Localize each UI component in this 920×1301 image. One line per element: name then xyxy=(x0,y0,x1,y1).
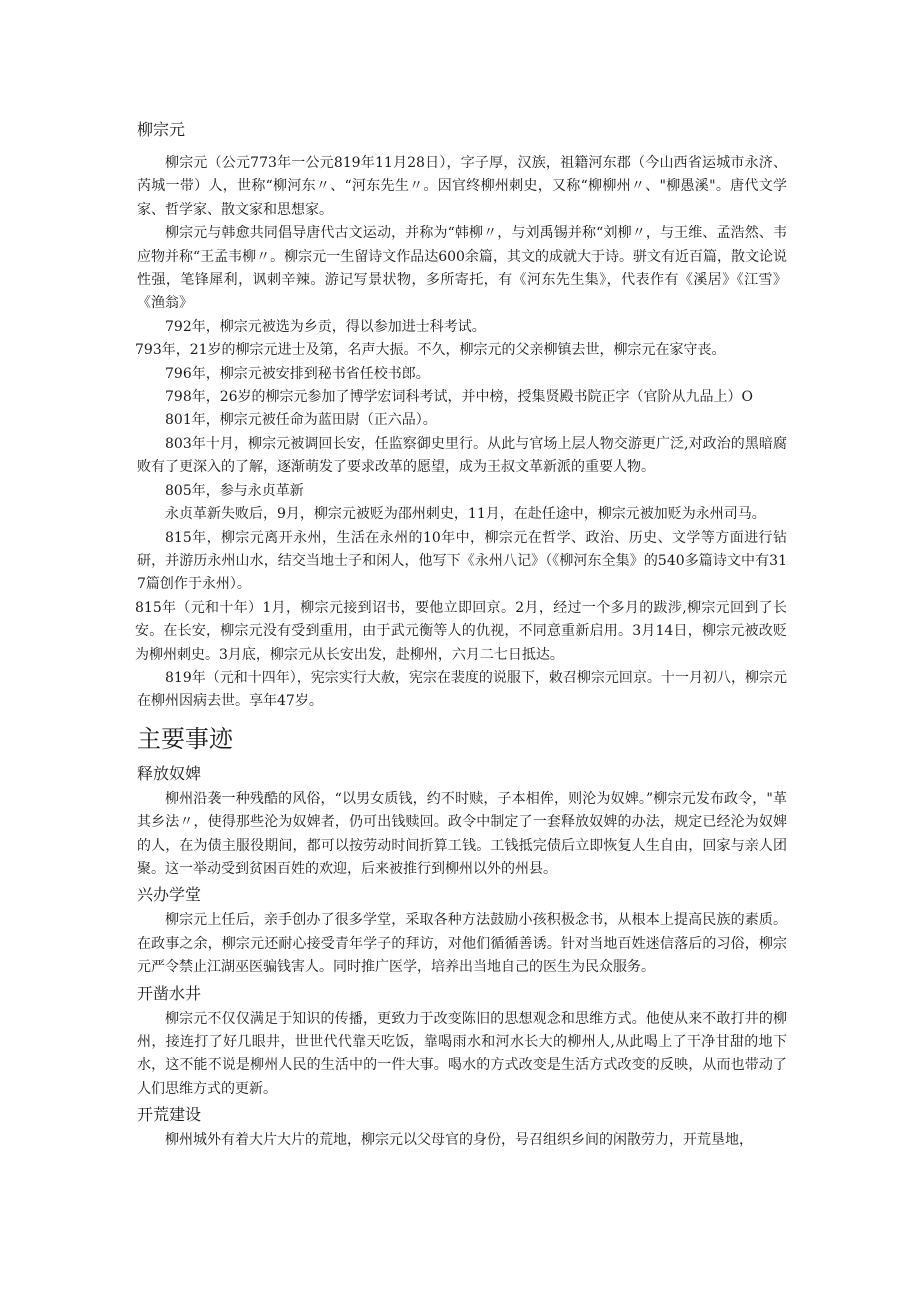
section-text-release-slaves: 柳州沿袭一种残酷的风俗，“以男女质钱，约不时赎，子本相侔，则沦为奴婢。”柳宗元发布政令，"革其乡法〃，使得那些沦为奴婢者，仍可出钱赎回。政令中制定了一套释放奴婢的办法，规定已经沦为奴婢的人，在为债主服役期间，都可以按劳动时间折算工钱。工钱抵完债后立即恢复人生自由，回家与亲人团聚。这一举动受到贫困百姓的欢迎，后来被推行到柳州以外的州县。 xyxy=(137,790,787,877)
section-heading-wells: 开凿水井 xyxy=(137,983,202,1003)
section-text-schools: 柳宗元上任后，亲手创办了很多学堂，采取各种方法鼓励小孩积极念书，从根本上提高民族的素质。在政事之余，柳宗元还耐心接受青年学子的拜访，对他们循循善诱。针对当地百姓迷信落后的习俗，柳宗元严令禁止江湖巫医骗钱害人。同时推广医学，培养出当地自己的医生为民众服务。 xyxy=(137,912,787,976)
timeline-819: 819年（元和十四年），宪宗实行大赦，宪宗在裴度的说服下，敕召柳宗元回京。十一月初八，柳宗元在柳州因病去世。享年47岁。 xyxy=(137,669,787,710)
timeline-796: 796年，柳宗元被安排到秘书省任校书郎。 xyxy=(165,365,430,382)
section-heading-release-slaves: 释放奴婢 xyxy=(137,763,202,783)
document-page xyxy=(137,118,787,1153)
document-title: 柳宗元 xyxy=(137,120,186,139)
timeline-815: 815年，柳宗元离开永州，生活在永州的10年中，柳宗元在哲学、政治、历史、文学等方面进行钻研，并游历永州山水，结交当地士子和闲人，他写下《永州八记》（《柳河东全集》的540多篇诗文中有317篇创作于永州）。 xyxy=(137,529,787,593)
timeline-805-aftermath: 永贞革新失败后，9月，柳宗元被贬为邵州刺史，11月，在赴任途中，柳宗元被加贬为永州司马。 xyxy=(165,506,766,523)
section-text-land-reclamation: 柳州城外有着大片大片的荒地，柳宗元以父母官的身份，号召组织乡间的闲散劳力，开荒垦地， xyxy=(165,1132,753,1149)
timeline-805: 805年，参与永贞革新 xyxy=(165,482,304,499)
timeline-815-recall: 815年（元和十年）1月，柳宗元接到诏书，要他立即回京。2月，经过一个多月的跋涉,柳宗元回到了长安。在长安，柳宗元没有受到重用，由于武元衡等人的仇视，不同意重新启用。3月14日，柳宗元被改贬为柳州刺史。3月底，柳宗元从长安出发，赴柳州，六月二七日抵达。 xyxy=(135,599,787,663)
section-heading-schools: 兴办学堂 xyxy=(137,885,202,905)
main-deeds-heading: 主要事迹 xyxy=(137,724,233,753)
intro-paragraph-2: 柳宗元与韩愈共同倡导唐代古文运动，并称为“韩柳〃，与刘禹锡并称“刘柳〃，与王维、孟浩然、韦应物并称“王孟韦柳〃。柳宗元一生留诗文作品达600余篇，其文的成就大于诗。骈文有近百篇，散文论说性强，笔锋犀利，讽刺辛辣。游记写景状物，多所寄托，有《河东先生集》，代表作有《溪居》《江雪》《渔翁》 xyxy=(137,225,787,312)
section-text-wells: 柳宗元不仅仅满足于知识的传播，更致力于改变陈旧的思想观念和思维方式。他使从来不敢打井的柳州，接连打了好几眼井，世世代代靠天吃饭，靠喝雨水和河水长大的柳州人,从此喝上了干净甘甜的地下水，这不能不说是柳州人民的生活中的一件大事。喝水的方式改变是生活方式改变的反映，从而也带动了人们思维方式的更新。 xyxy=(137,1010,787,1097)
intro-paragraph-1: 柳宗元（公元773年一公元819年11月28日），字子厚，汉族，祖籍河东郡（今山西省运城市永济、芮城一带）人，世称“柳河东〃、“河东先生〃。因官终柳州刺史，又称“柳柳州〃、"柳愚溪"。唐代文学家、哲学家、散文家和思想家。 xyxy=(137,155,787,218)
section-heading-land-reclamation: 开荒建设 xyxy=(137,1105,202,1125)
timeline-801: 801年，柳宗元被任命为蓝田尉（正六品）。 xyxy=(165,412,437,429)
timeline-792: 792年，柳宗元被选为乡贡，得以参加进士科考试。 xyxy=(165,318,486,335)
timeline-803: 803年十月，柳宗元被调回长安，任监察御史里行。从此与官场上层人物交游更广泛,对政治的黑暗腐败有了更深入的了解，逐渐萌发了要求改革的愿望，成为王叔文革新派的重要人物。 xyxy=(137,435,787,476)
timeline-798: 798年，26岁的柳宗元参加了博学宏词科考试，并中榜，授集贤殿书院正字（官阶从九品上）O xyxy=(165,389,754,406)
timeline-793: 793年，21岁的柳宗元进士及第，名声大振。不久，柳宗元的父亲柳镇去世，柳宗元在家守丧。 xyxy=(135,342,726,359)
